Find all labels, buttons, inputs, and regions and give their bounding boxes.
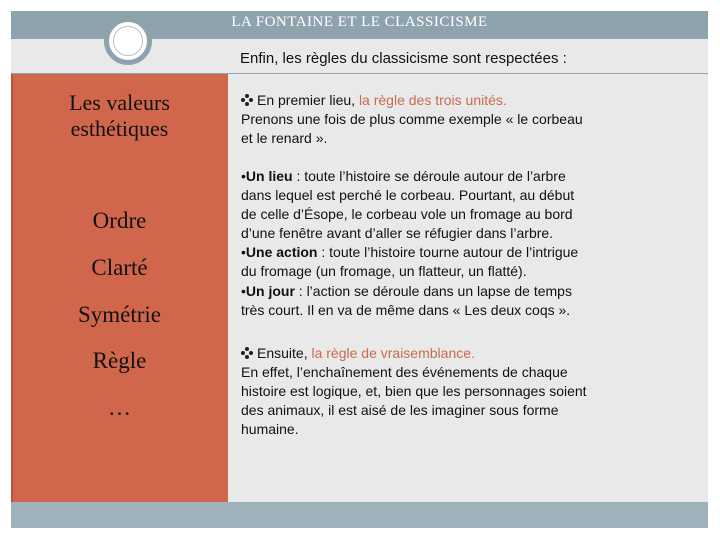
decorative-circle-icon: [104, 17, 152, 65]
unit-action-label: Une action: [245, 244, 318, 260]
value-symetrie: Symétrie: [77, 302, 162, 327]
section2-line5: humaine.: [241, 421, 299, 437]
value-regle: Règle: [92, 348, 147, 373]
values-heading: [11, 90, 228, 142]
unit-jour-line2: très court. Il en va de même dans « Les deux coqs ».: [241, 302, 571, 318]
unit-lieu-line3: de celle d’Ésope, le corbeau vole un fromage au bord: [241, 206, 573, 222]
diamond-bullet-icon: [241, 347, 253, 359]
section2-rule: la règle de vraisemblance.: [311, 345, 475, 361]
section2-line2: En effet, l’enchaînement des événements de chaque: [241, 364, 568, 380]
diamond-bullet-icon: [241, 94, 253, 106]
circle-inner-ring: [113, 26, 143, 56]
slide-title: LA FONTAINE ET LE CLASSICISME: [231, 14, 488, 30]
footer-bar: [11, 502, 708, 528]
values-heading-line2: esthétiques: [70, 116, 169, 141]
value-ordre: Ordre: [92, 208, 147, 233]
unit-lieu-line4: d’une fenêtre avant d’aller se réfugier dans l’arbre.: [241, 225, 554, 241]
unit-action-text: : toute l’histoire tourne autour de l’intrigue: [317, 244, 579, 260]
section2-line4: des animaux, il est aisé de les imaginer sous forme: [241, 402, 559, 418]
section1-intro: En premier lieu,: [257, 92, 359, 108]
unit-jour-label: Un jour: [245, 283, 295, 299]
section1-rule: la règle des trois unités.: [358, 92, 507, 108]
unit-lieu-text: : toute l’histoire se déroule autour de l’arbre: [292, 168, 566, 184]
section2-heading: [241, 344, 701, 363]
unit-lieu-label: Un lieu: [245, 168, 293, 184]
section1-line3: et le renard ».: [241, 130, 328, 146]
unit-jour-text: : l’action se déroule dans un lapse de temps: [294, 283, 572, 299]
value-ellipsis: …: [108, 395, 131, 420]
unit-lieu-line2: dans lequel est perché le corbeau. Pourtant, au début: [241, 187, 575, 203]
footer-bar-fill: [11, 502, 708, 528]
unit-action-line2: du fromage (un fromage, un flatteur, un flatté).: [241, 263, 527, 279]
section1-heading: [241, 91, 701, 110]
section2-intro: Ensuite,: [257, 345, 312, 361]
unit-jour-line1: •Un jour : l’action se déroule dans un lapse de temps: [241, 283, 572, 299]
values-heading-line1: Les valeurs: [69, 90, 170, 115]
section2-line3: histoire est logique, et, bien que les personnages soient: [241, 383, 587, 399]
value-clarte: Clarté: [91, 255, 148, 280]
unit-action-line1: •Une action : toute l’histoire tourne autour de l’intrigue: [241, 244, 579, 260]
unit-lieu-line1: •Un lieu : toute l’histoire se déroule autour de l’arbre: [241, 168, 566, 184]
slide-subtitle: Enfin, les règles du classicisme sont respectées :: [240, 50, 567, 67]
section1-line2: Prenons une fois de plus comme exemple « le corbeau: [241, 111, 583, 127]
